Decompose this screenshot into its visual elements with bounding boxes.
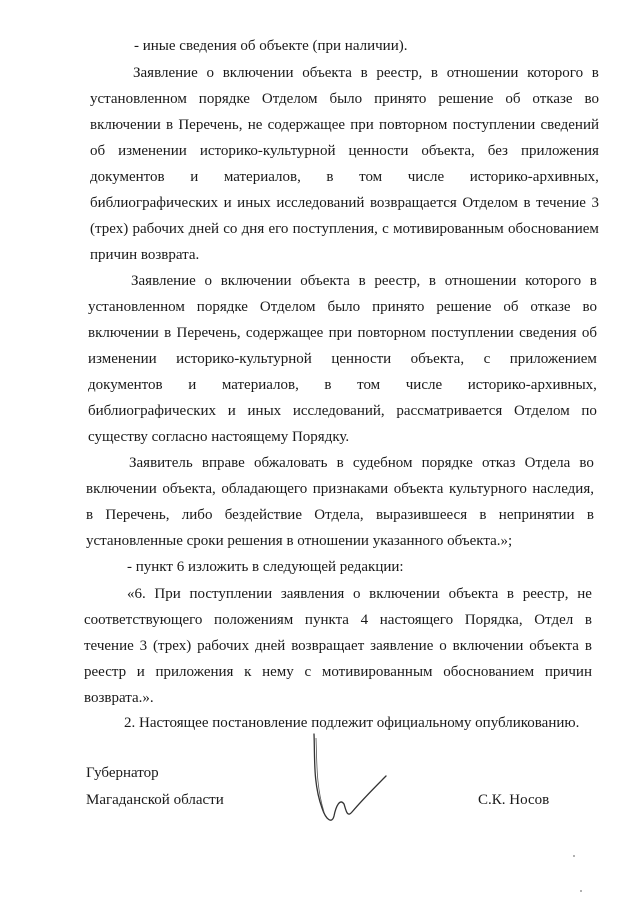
word: приложения bbox=[155, 664, 234, 680]
word: со bbox=[223, 221, 238, 237]
text-line bbox=[90, 194, 599, 212]
text-line bbox=[88, 376, 597, 394]
word: нему bbox=[262, 664, 294, 680]
word: в bbox=[586, 507, 594, 523]
word: Порядка, bbox=[464, 612, 523, 628]
word: Перечень, bbox=[105, 507, 170, 523]
text-line bbox=[90, 142, 599, 160]
word: дней bbox=[254, 638, 286, 654]
word: включении bbox=[220, 273, 292, 289]
word: судебном bbox=[352, 455, 413, 471]
word: поступлении bbox=[431, 325, 514, 341]
text-line bbox=[84, 637, 592, 655]
word: реестр, bbox=[376, 65, 423, 81]
word: Перечень, bbox=[176, 325, 241, 341]
word: мотивированным bbox=[393, 221, 504, 237]
word: материалов, bbox=[221, 377, 299, 393]
handwritten-signature bbox=[300, 728, 410, 838]
word: к bbox=[244, 664, 252, 680]
word: включении bbox=[369, 586, 440, 602]
word: рассматривается bbox=[396, 403, 503, 419]
word: дней bbox=[188, 221, 220, 237]
word: решение bbox=[436, 299, 492, 315]
word: повторном bbox=[357, 325, 426, 341]
word: в bbox=[360, 65, 368, 81]
word: Отделом bbox=[259, 299, 316, 315]
word: материалов, bbox=[223, 169, 301, 185]
word: в bbox=[336, 455, 344, 471]
word: с bbox=[304, 664, 312, 680]
word: во bbox=[584, 91, 599, 107]
word: без bbox=[487, 143, 508, 159]
word: в bbox=[358, 273, 366, 289]
word: причин bbox=[544, 664, 592, 680]
word: положениям bbox=[214, 612, 294, 628]
word: числе bbox=[407, 169, 445, 185]
text-line: причин возврата. bbox=[90, 247, 200, 263]
word: о bbox=[352, 586, 361, 602]
word: обжаловать bbox=[253, 455, 328, 471]
signatory-name: С.К. Носов bbox=[478, 792, 550, 808]
word: о bbox=[204, 273, 213, 289]
word: об bbox=[503, 299, 519, 315]
word: сведения bbox=[519, 325, 577, 341]
word: о bbox=[206, 65, 215, 81]
word: историко-архивных, bbox=[469, 169, 599, 185]
word: обоснованием bbox=[443, 664, 535, 680]
word: и bbox=[188, 377, 197, 393]
text-line bbox=[90, 116, 599, 134]
word: о bbox=[439, 638, 447, 654]
text-line bbox=[84, 611, 592, 629]
word: рабочих bbox=[132, 221, 185, 237]
word: реестр, bbox=[374, 273, 421, 289]
word: включении bbox=[90, 117, 161, 133]
word: течение bbox=[84, 638, 134, 654]
word: в bbox=[584, 612, 592, 628]
word: ценности bbox=[348, 143, 409, 159]
word: в bbox=[166, 117, 174, 133]
word: объекта, bbox=[410, 351, 465, 367]
text-line bbox=[88, 298, 597, 316]
word: рабочих bbox=[197, 638, 250, 654]
word: и bbox=[227, 403, 236, 419]
word: отказе bbox=[532, 91, 573, 107]
word: объекта bbox=[302, 65, 352, 81]
word: ценности bbox=[331, 351, 392, 367]
word: иных bbox=[247, 403, 282, 419]
word: исследований, bbox=[292, 403, 385, 419]
word: заявление bbox=[370, 638, 434, 654]
word: при bbox=[350, 117, 374, 133]
word: Заявитель bbox=[129, 455, 193, 471]
word: документов bbox=[88, 377, 163, 393]
word: поступлении bbox=[189, 586, 273, 602]
word: объекта bbox=[448, 586, 499, 602]
word: отказе bbox=[530, 299, 571, 315]
word: в bbox=[591, 65, 599, 81]
word: (трех) bbox=[90, 221, 129, 237]
word: в bbox=[589, 273, 597, 289]
word: приложения bbox=[520, 143, 599, 159]
word: вправе bbox=[201, 455, 245, 471]
word: библиографических bbox=[88, 403, 217, 419]
word: принято bbox=[372, 299, 425, 315]
word: течение bbox=[536, 195, 586, 211]
word: включении bbox=[222, 65, 294, 81]
word: объекта bbox=[300, 273, 350, 289]
word: при bbox=[328, 325, 353, 341]
word: установленном bbox=[90, 91, 187, 107]
word: в bbox=[523, 195, 531, 211]
word: в bbox=[164, 325, 172, 341]
word: отношении bbox=[446, 65, 519, 81]
word: выразившееся bbox=[375, 507, 468, 523]
word: Отдела bbox=[524, 455, 571, 471]
word: Отдел bbox=[534, 612, 574, 628]
word: документов bbox=[90, 169, 165, 185]
word: возвращает bbox=[291, 638, 365, 654]
text-line: существу согласно настоящему Порядку. bbox=[88, 429, 350, 445]
word: включении bbox=[88, 325, 159, 341]
word: Отделом bbox=[514, 403, 570, 419]
text-line bbox=[84, 663, 592, 681]
text-line bbox=[86, 480, 594, 498]
word: по bbox=[581, 403, 597, 419]
text-line: - иные сведения об объекте (при наличии). bbox=[134, 38, 408, 54]
signatory-title-line1: Губернатор bbox=[86, 765, 159, 781]
word: объекта, bbox=[162, 481, 216, 497]
word: том bbox=[359, 169, 383, 185]
word: иных bbox=[237, 195, 271, 211]
word: Отделом bbox=[261, 91, 318, 107]
word: Заявление bbox=[133, 65, 198, 81]
word: числе bbox=[405, 377, 443, 393]
word: возвращается bbox=[369, 195, 457, 211]
word: сведений bbox=[540, 117, 599, 133]
text-line: возврата.». bbox=[84, 690, 154, 706]
word: поступления, bbox=[292, 221, 378, 237]
word: объекта, bbox=[421, 143, 475, 159]
word: в bbox=[428, 273, 437, 289]
word: порядке bbox=[196, 299, 248, 315]
word: которого bbox=[525, 273, 582, 289]
word: содержащее bbox=[245, 325, 324, 341]
signatory-title-line2: Магаданской области bbox=[86, 792, 224, 808]
word: в bbox=[326, 169, 334, 185]
word: установленном bbox=[88, 299, 185, 315]
word: Отделом bbox=[462, 195, 518, 211]
text-line bbox=[131, 272, 597, 290]
word: в bbox=[584, 638, 592, 654]
word: 3 bbox=[139, 638, 148, 654]
word: в bbox=[479, 507, 487, 523]
scan-speck bbox=[580, 890, 582, 892]
text-line bbox=[129, 454, 594, 472]
word: Перечень, bbox=[178, 117, 243, 133]
word: культурного bbox=[448, 481, 527, 497]
text-line bbox=[88, 402, 597, 420]
word: отношении bbox=[444, 273, 517, 289]
word: было bbox=[327, 299, 361, 315]
word: Заявление bbox=[131, 273, 196, 289]
text-line: 2. Настоящее постановление подлежит официальному опубликованию. bbox=[124, 715, 580, 731]
word: историко-архивных, bbox=[467, 377, 597, 393]
word: было bbox=[329, 91, 363, 107]
word: принято bbox=[374, 91, 427, 107]
text-line bbox=[90, 168, 599, 186]
word: реестр bbox=[84, 664, 127, 680]
text-line bbox=[90, 90, 599, 108]
text-line bbox=[127, 585, 592, 603]
word: в bbox=[324, 377, 332, 393]
word: соответствующего bbox=[84, 612, 203, 628]
word: не bbox=[247, 117, 263, 133]
word: 3 bbox=[591, 195, 599, 211]
word: поступлении bbox=[452, 117, 536, 133]
word: об bbox=[581, 325, 597, 341]
word: «6. bbox=[127, 586, 146, 602]
word: изменении bbox=[118, 143, 187, 159]
word: отказ bbox=[481, 455, 516, 471]
text-line: установленные сроки решения в отношении указанного объекта.»; bbox=[86, 533, 513, 549]
word: порядке bbox=[421, 455, 473, 471]
text-line bbox=[86, 506, 594, 524]
word: об bbox=[505, 91, 521, 107]
word: включении bbox=[86, 481, 157, 497]
word: настоящего bbox=[379, 612, 454, 628]
word: объекта bbox=[529, 638, 579, 654]
word: 4 bbox=[360, 612, 369, 628]
text-line bbox=[90, 220, 599, 238]
word: исследований bbox=[276, 195, 365, 211]
text-line bbox=[133, 64, 599, 82]
word: и bbox=[136, 664, 145, 680]
word: приложением bbox=[509, 351, 597, 367]
word: в bbox=[86, 507, 94, 523]
word: Отдела, bbox=[314, 507, 364, 523]
word: решение bbox=[438, 91, 494, 107]
word: обоснованием bbox=[507, 221, 599, 237]
word: включении bbox=[452, 638, 524, 654]
word: и bbox=[190, 169, 199, 185]
word: реестр, bbox=[522, 586, 569, 602]
word: признаками bbox=[312, 481, 389, 497]
word: обладающего bbox=[221, 481, 308, 497]
word: бездействие bbox=[224, 507, 302, 523]
word: об bbox=[90, 143, 106, 159]
text-line bbox=[88, 350, 597, 368]
word: При bbox=[154, 586, 181, 602]
word: содержащее bbox=[267, 117, 346, 133]
text-line bbox=[88, 324, 597, 342]
word: которого bbox=[527, 65, 584, 81]
word: том bbox=[357, 377, 381, 393]
word: историко-культурной bbox=[176, 351, 312, 367]
word: историко-культурной bbox=[199, 143, 336, 159]
word: во bbox=[582, 299, 597, 315]
word: с bbox=[483, 351, 491, 367]
word: во bbox=[579, 455, 594, 471]
word: заявления bbox=[280, 586, 345, 602]
word: либо bbox=[181, 507, 213, 523]
scan-speck bbox=[573, 855, 575, 857]
word: непринятии bbox=[498, 507, 575, 523]
word: дня bbox=[241, 221, 265, 237]
word: объекта bbox=[393, 481, 444, 497]
word: (трех) bbox=[153, 638, 192, 654]
word: наследия, bbox=[532, 481, 594, 497]
text-line: - пункт 6 изложить в следующей редакции: bbox=[127, 559, 404, 575]
word: пункта bbox=[304, 612, 349, 628]
word: порядке bbox=[198, 91, 250, 107]
word: с bbox=[382, 221, 389, 237]
word: в bbox=[430, 65, 439, 81]
word: не bbox=[577, 586, 592, 602]
word: мотивированным bbox=[321, 664, 433, 680]
word: библиографических bbox=[90, 195, 219, 211]
word: в bbox=[506, 586, 515, 602]
word: изменении bbox=[88, 351, 157, 367]
word: его bbox=[268, 221, 289, 237]
word: и bbox=[223, 195, 232, 211]
word: повторном bbox=[379, 117, 448, 133]
